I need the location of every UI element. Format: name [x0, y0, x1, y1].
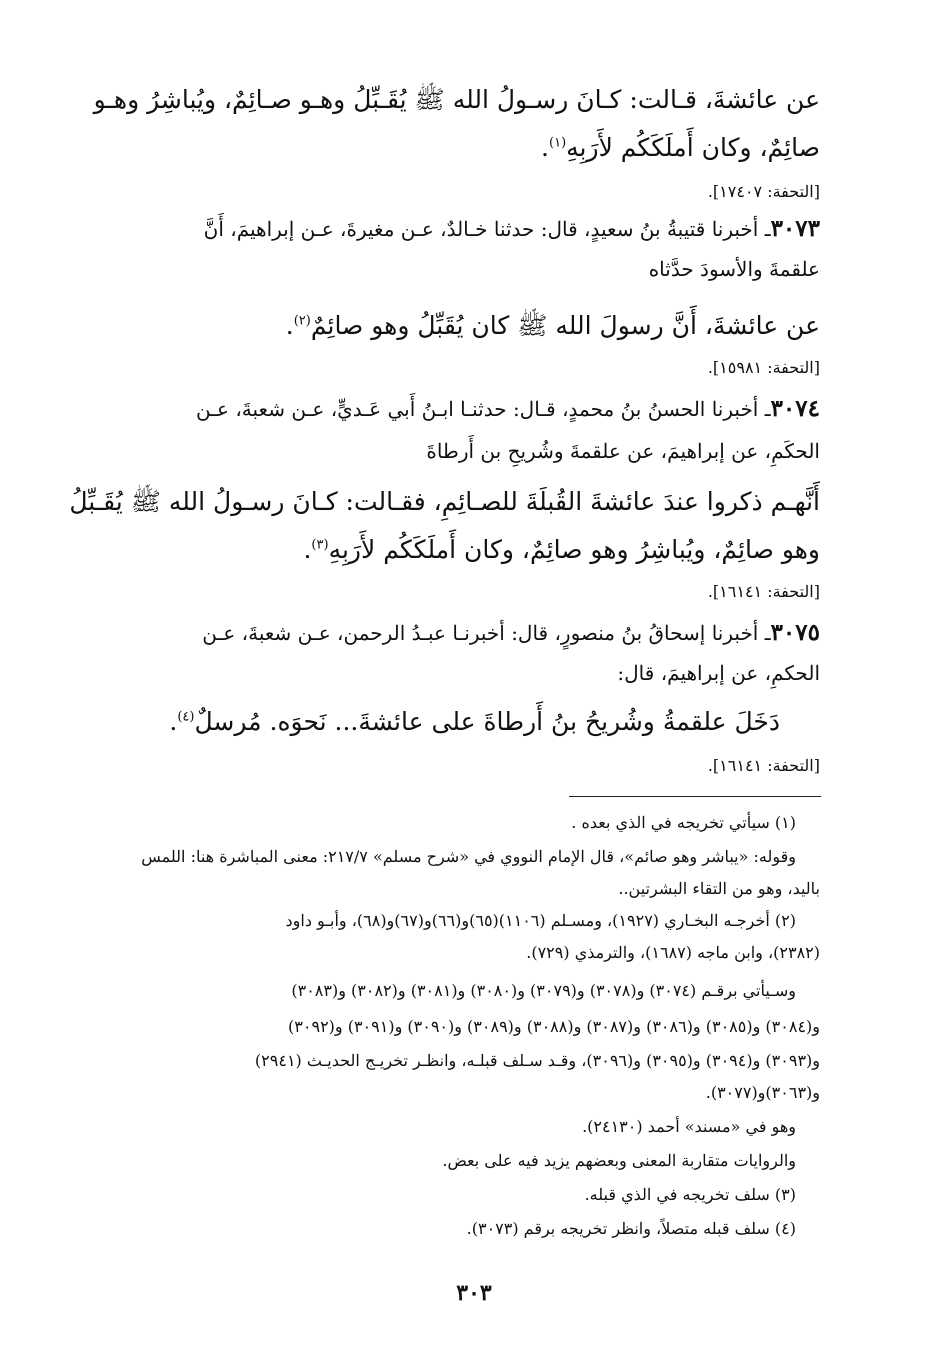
matn-line — [118, 128, 820, 168]
footnote-line: وقوله: «يباشر وهو صائم»، قال الإمام النووي في «شرح مسلم» ٢١٧/٧: معنى المباشرة هنا: اللمس — [141, 847, 796, 866]
isnad-text: ـ أخبرنا قتيبةُ بنُ سعيدٍ، قال: حدثنا خـالدٌ، عـن مغيرةَ، عـن إبراهيمَ، أَنَّ — [203, 217, 771, 241]
isnad-text: علقمةَ والأسودَ حدَّثاه — [648, 257, 820, 281]
end-mark: . — [541, 133, 549, 162]
footnote-line: والروايات متقاربة المعنى وبعضهم يزيد فيه على بعض. — [442, 1151, 796, 1170]
matn-text: أَنَّهـم ذكروا عندَ عائشةَ القُبلَةَ للصـائِمِ، فقـالت: كـانَ رسـولُ الله ﷺ يُقَـبِّلُ — [69, 487, 820, 516]
footnote-ref: (٣) — [311, 537, 329, 553]
footnote-line: و(٣٠٨٤) و(٣٠٨٥) و(٣٠٨٦) و(٣٠٨٧) و(٣٠٨٨) و(٣٠٨٩) و(٣٠٩٠) و(٣٠٩١) و(٣٠٩٢) — [288, 1017, 820, 1036]
isnad-line — [118, 212, 820, 246]
footnote-separator — [569, 796, 821, 797]
footnote-line: (٢) أخرجـه البخـاري (١٩٢٧)، ومسـلم (١١٠٦)(٦٥)و(٦٦)و(٦٧)و(٦٨)، وأبـو داود — [285, 911, 796, 930]
footnote-line: و(٣٠٩٣) و(٣٠٩٤) و(٣٠٩٥) و(٣٠٩٦)، وقـد سـلف قبلـه، وانظـر تخريـج الحديـث (٢٩٤١) — [254, 1051, 820, 1070]
footnote-ref: (١) — [549, 135, 567, 151]
matn-line — [69, 482, 820, 522]
tuhfa-reference: [التحفة: ١٦١٤١]. — [707, 582, 820, 601]
isnad-line — [118, 434, 820, 468]
matn-text: عن عائشةَ، قـالت: كـانَ رسـولُ الله ﷺ يُقَـبِّلُ وهـو صـائِمٌ، ويُباشِرُ وهـو — [93, 85, 820, 114]
page-number: ٣٠٣ — [456, 1280, 492, 1306]
end-mark: . — [285, 311, 294, 340]
footnote-line: (٣) سلف تخريجه في الذي قبله. — [584, 1185, 796, 1204]
matn-line — [93, 80, 820, 120]
footnote-line: (٢٣٨٢)، وابن ماجه (١٦٨٧)، والترمذي (٧٢٩). — [526, 943, 820, 962]
end-mark: . — [169, 707, 178, 736]
isnad-line — [118, 616, 820, 650]
footnote-line: و(٣٠٦٣)و(٣٠٧٧). — [705, 1083, 820, 1102]
footnote-line: باليد، وهو من التقاء البشرتين.. — [618, 879, 820, 898]
matn-text: صائِمٌ، وكان أَملَكَكُم لأَرَبِهِ — [566, 133, 820, 162]
isnad-text: الحكمِ، عن إبراهيمَ، قال: — [617, 661, 820, 685]
matn-line — [118, 702, 780, 742]
isnad-text: الحكَمِ، عن إبراهيمَ، عن علقمةَ وشُريحِ بن أَرطاةَ — [426, 439, 820, 463]
isnad-line — [118, 392, 820, 426]
isnad-text: ـ أخبرنا الحسنُ بنُ محمدٍ، قـال: حدثنـا ابـنُ أَبي عَـديٍّ، عـن شعبةَ، عـن — [195, 397, 771, 421]
footnote-ref: (٢) — [293, 313, 311, 329]
isnad-text: ـ أخبرنا إسحاقُ بنُ منصورٍ، قال: أخبرنـا عبـدُ الرحمن، عـن شعبةَ، عـن — [202, 621, 771, 645]
footnote-line: (١) سيأتي تخريجه في الذي بعده . — [571, 813, 796, 832]
isnad-line — [118, 656, 820, 690]
matn-line — [118, 530, 820, 570]
matn-text: عن عائشةَ، أَنَّ رسولَ الله ﷺ كان يُقَبِّلُ وهو صائِمٌ — [310, 311, 820, 340]
hadith-number: ٣٠٧٣ — [770, 215, 820, 242]
hadith-number: ٣٠٧٤ — [770, 395, 820, 422]
matn-text: وهو صائِمٌ، ويُباشِرُ وهو صائِمٌ، وكان أَملَكَكُم لأَرَبِهِ — [328, 535, 820, 564]
footnote-line: وسـيأتي برقـم (٣٠٧٤) و(٣٠٧٨) و(٣٠٧٩) و(٣٠٨٠) و(٣٠٨١) و(٣٠٨٢) و(٣٠٨٣) — [291, 981, 796, 1000]
tuhfa-reference: [التحفة: ١٧٤٠٧]. — [707, 182, 820, 201]
footnote-line: وهو في «مسند» أحمد (٢٤١٣٠). — [582, 1117, 796, 1136]
isnad-line — [118, 252, 820, 286]
footnote-ref: (٤) — [177, 709, 195, 725]
matn-text: دَخَلَ علقمةُ وشُريحُ بنُ أَرطاةَ على عائشةَ... نَحوَه. مُرسلٌ — [194, 707, 780, 736]
matn-line — [118, 306, 820, 346]
end-mark: . — [303, 535, 312, 564]
tuhfa-reference: [التحفة: ١٦١٤١]. — [707, 756, 820, 775]
hadith-number: ٣٠٧٥ — [770, 619, 820, 646]
tuhfa-reference: [التحفة: ١٥٩٨١]. — [707, 358, 820, 377]
footnote-line: (٤) سلف قبله متصلاً، وانظر تخريجه برقم (٣٠٧٣). — [466, 1219, 796, 1238]
